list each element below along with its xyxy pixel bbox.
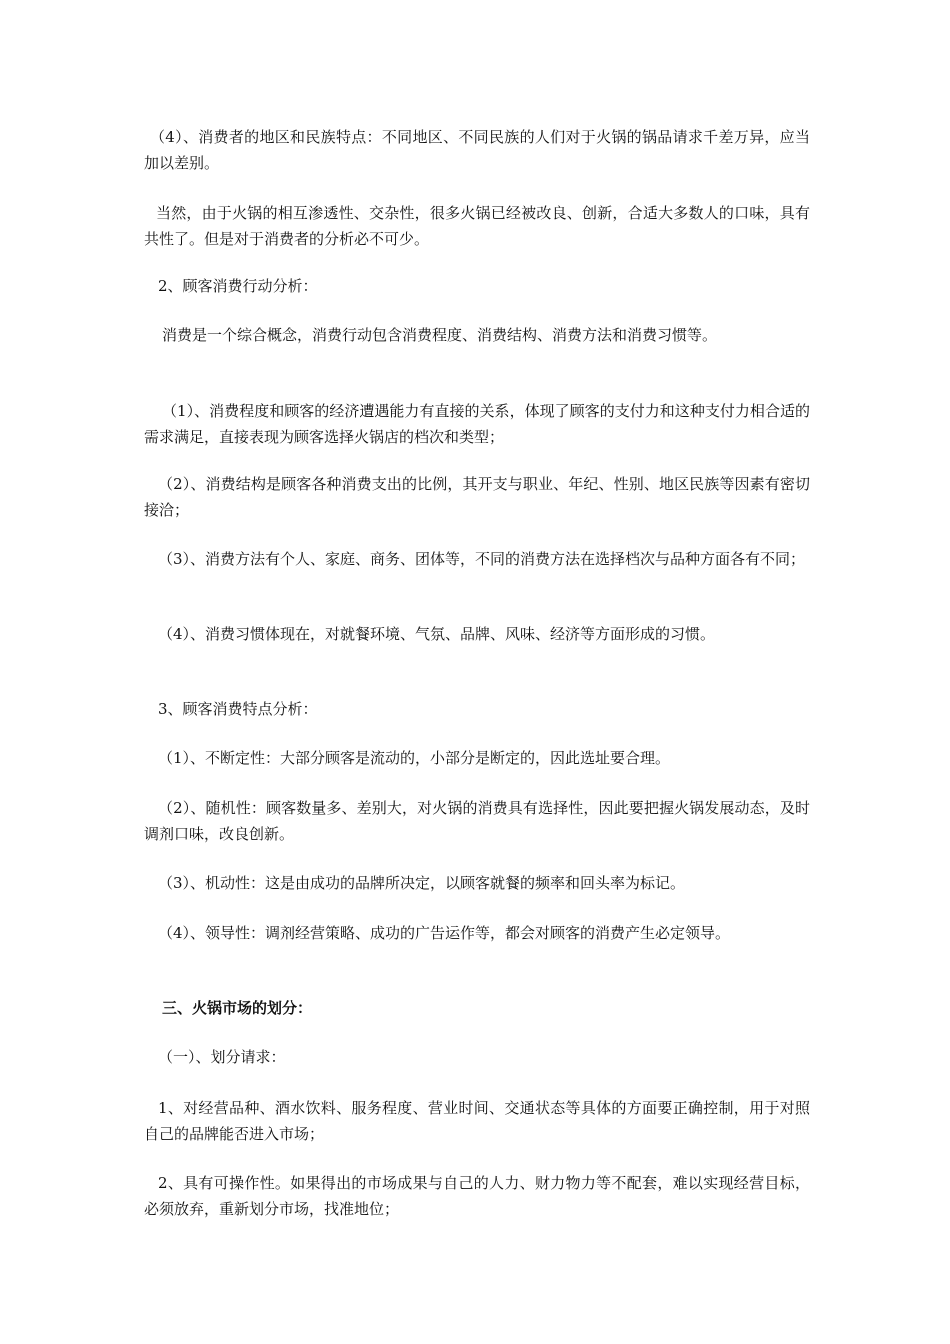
paragraph-uncertainty: （1）、不断定性：大部分顾客是流动的，小部分是断定的，因此选址要合理。	[158, 749, 671, 767]
paragraph-consumption-habit: （4）、消费习惯体现在，对就餐环境、气氛、品牌、风味、经济等方面形成的习惯。	[158, 625, 716, 643]
paragraph-commonality: 当然，由于火锅的相互渗透性、交杂性，很多火锅已经被改良、创新，合适大多数人的口味，具有共性了。但是对于消费者的分析必不可少。	[144, 204, 810, 248]
paragraph-consumption-level: （1）、消费程度和顾客的经济遭遇能力有直接的关系，体现了顾客的支付力和这种支付力相合适的需求满足，直接表现为顾客选择火锅店的档次和类型；	[144, 402, 810, 446]
heading-division-requirements: （一）、划分请求：	[158, 1048, 286, 1066]
paragraph-consumption-structure: （2）、消费结构是顾客各种消费支出的比例，其开支与职业、年纪、性别、地区民族等因素有密切接洽；	[144, 475, 810, 519]
paragraph-leadership: （4）、领导性：调剂经营策略、成功的广告运作等，都会对顾客的消费产生必定领导。	[158, 924, 731, 942]
paragraph-regional-ethnic: （4）、消费者的地区和民族特点：不同地区、不同民族的人们对于火锅的锅品请求千差万异，应当加以差别。	[144, 128, 810, 172]
section-heading-market-division: 三、火锅市场的划分：	[162, 999, 313, 1017]
paragraph-randomness: （2）、随机性：顾客数量多、差别大，对火锅的消费具有选择性，因此要把握火锅发展动态，及时调剂口味，改良创新。	[144, 799, 810, 843]
heading-consumption-features: 3、顾客消费特点分析：	[158, 700, 318, 718]
paragraph-requirement-control: 1、对经营品种、酒水饮料、服务程度、营业时间、交通状态等具体的方面要正确控制，用于对照自己的品牌能否进入市场；	[144, 1099, 810, 1143]
paragraph-consumption-method: （3）、消费方法有个人、家庭、商务、团体等，不同的消费方法在选择档次与品种方面各有不同；	[158, 550, 806, 568]
paragraph-consumption-concept: 消费是一个综合概念，消费行动包含消费程度、消费结构、消费方法和消费习惯等。	[162, 326, 718, 344]
paragraph-mobility: （3）、机动性：这是由成功的品牌所决定，以顾客就餐的频率和回头率为标记。	[158, 874, 686, 892]
heading-consumption-behavior: 2、顾客消费行动分析：	[158, 277, 318, 295]
paragraph-requirement-operability: 2、具有可操作性。如果得出的市场成果与自己的人力、财力物力等不配套，难以实现经营目标，必须放弃，重新划分市场，找准地位；	[144, 1174, 810, 1218]
